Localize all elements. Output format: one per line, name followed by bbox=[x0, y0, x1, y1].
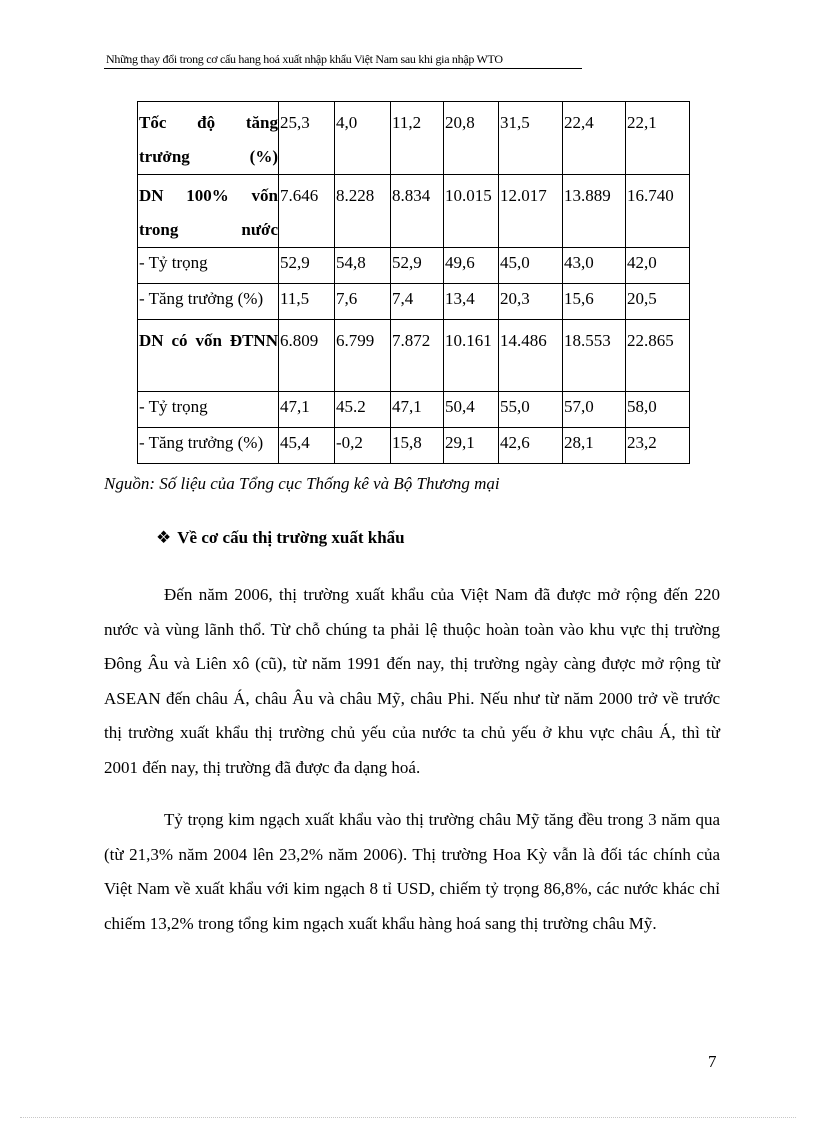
table-cell: 31,5 bbox=[499, 102, 563, 175]
table-cell: 20,3 bbox=[499, 284, 563, 320]
row-label-text: - Tỷ trọng bbox=[139, 397, 208, 416]
row-label-text: - Tỷ trọng bbox=[139, 253, 208, 272]
table-cell: 20,5 bbox=[626, 284, 690, 320]
table-cell: 7,6 bbox=[335, 284, 391, 320]
table-cell: 25,3 bbox=[279, 102, 335, 175]
table-cell: 6.799 bbox=[335, 320, 391, 392]
header-underline bbox=[104, 68, 582, 69]
row-label bbox=[138, 175, 279, 248]
table-cell: -0,2 bbox=[335, 428, 391, 464]
table-cell: 54,8 bbox=[335, 248, 391, 284]
paragraph-export-markets: Đến năm 2006, thị trường xuất khẩu của Việt Nam đã được mở rộng đến 220 nước và vùng lãnh thổ. Từ chỗ chúng ta phải lệ thuộc hoàn toàn vào khu vực thị trường Đông Âu và Liên xô (cũ), từ năm 1991 đến nay, thị trường ngày càng được mở rộng từ ASEAN đến châu Á, châu Âu và châu Mỹ, châu Phi. Nếu như từ năm 2000 trở về trước thị trường xuất khẩu thị trường chủ yếu của nước ta chủ yếu ở khu vực châu Á, thì từ 2001 đến nay, thị trường đã được đa dạng hoá. bbox=[104, 585, 720, 777]
paragraph-americas-share: Tỷ trọng kim ngạch xuất khẩu vào thị trường châu Mỹ tăng đều trong 3 năm qua (từ 21,3% năm 2004 lên 23,2% năm 2006). Thị trường Hoa Kỳ vẫn là đối tác chính của Việt Nam về xuất khẩu với kim ngạch 8 tỉ USD, chiếm tỷ trọng 86,8%, các nước khác chỉ chiếm 13,2% trong tổng kim ngạch xuất khẩu hàng hoá sang thị trường châu Mỹ. bbox=[104, 810, 720, 933]
table-row bbox=[138, 248, 690, 284]
table-cell: 22,4 bbox=[563, 102, 626, 175]
table-cell: 45,4 bbox=[279, 428, 335, 464]
table-cell: 42,0 bbox=[626, 248, 690, 284]
table-row bbox=[138, 175, 690, 248]
row-label-text: - Tăng trưởng (%) bbox=[139, 433, 264, 452]
table-cell: 43,0 bbox=[563, 248, 626, 284]
row-label-text: - Tăng trưởng (%) bbox=[139, 289, 264, 308]
table-cell: 6.809 bbox=[279, 320, 335, 392]
table-row bbox=[138, 284, 690, 320]
table-cell: 47,1 bbox=[279, 392, 335, 428]
table-cell: 4,0 bbox=[335, 102, 391, 175]
table-cell: 50,4 bbox=[444, 392, 499, 428]
table-row bbox=[138, 102, 690, 175]
table-cell: 29,1 bbox=[444, 428, 499, 464]
table-cell: 45.2 bbox=[335, 392, 391, 428]
table-cell: 7.646 bbox=[279, 175, 335, 248]
table-cell: 22,1 bbox=[626, 102, 690, 175]
table-cell: 28,1 bbox=[563, 428, 626, 464]
table-row bbox=[138, 392, 690, 428]
table-cell: 13,4 bbox=[444, 284, 499, 320]
table-cell: 20,8 bbox=[444, 102, 499, 175]
row-label bbox=[138, 428, 279, 464]
table-cell: 18.553 bbox=[563, 320, 626, 392]
table-cell: 8.834 bbox=[391, 175, 444, 248]
page-bottom-border bbox=[20, 1117, 796, 1118]
table-cell: 22.865 bbox=[626, 320, 690, 392]
table-cell: 45,0 bbox=[499, 248, 563, 284]
table-cell: 57,0 bbox=[563, 392, 626, 428]
row-label-text: DN 100% vốn trong nước bbox=[139, 186, 278, 239]
table-cell: 12.017 bbox=[499, 175, 563, 248]
row-label bbox=[138, 102, 279, 175]
table-cell: 52,9 bbox=[279, 248, 335, 284]
table-cell: 11,5 bbox=[279, 284, 335, 320]
row-label bbox=[138, 248, 279, 284]
row-label-text: DN có vốn ĐTNN bbox=[139, 331, 278, 350]
table-cell: 15,6 bbox=[563, 284, 626, 320]
diamond-bullet-icon: ❖ bbox=[156, 528, 172, 547]
section-heading bbox=[156, 528, 405, 548]
row-label-text: Tốc độ tăng trưởng (%) bbox=[139, 113, 278, 166]
table-cell: 16.740 bbox=[626, 175, 690, 248]
table-cell: 11,2 bbox=[391, 102, 444, 175]
page-number: 7 bbox=[708, 1052, 717, 1071]
table-cell: 10.161 bbox=[444, 320, 499, 392]
table-source-note: Nguồn: Số liệu của Tổng cục Thống kê và Bộ Thương mại bbox=[104, 474, 500, 493]
table-cell: 14.486 bbox=[499, 320, 563, 392]
table-cell: 42,6 bbox=[499, 428, 563, 464]
table-cell: 7,4 bbox=[391, 284, 444, 320]
table-cell: 58,0 bbox=[626, 392, 690, 428]
table-cell: 47,1 bbox=[391, 392, 444, 428]
table-cell: 55,0 bbox=[499, 392, 563, 428]
row-label bbox=[138, 392, 279, 428]
row-label bbox=[138, 284, 279, 320]
section-heading-text: Về cơ cấu thị trường xuất khẩu bbox=[177, 528, 405, 547]
statistics-table bbox=[137, 101, 690, 464]
table-cell: 10.015 bbox=[444, 175, 499, 248]
table-row bbox=[138, 320, 690, 392]
running-header: Những thay đổi trong cơ cấu hang hoá xuất nhập khẩu Việt Nam sau khi gia nhập WTO bbox=[106, 52, 503, 66]
table-cell: 52,9 bbox=[391, 248, 444, 284]
table-cell: 49,6 bbox=[444, 248, 499, 284]
table-cell: 15,8 bbox=[391, 428, 444, 464]
row-label bbox=[138, 320, 279, 392]
table-cell: 8.228 bbox=[335, 175, 391, 248]
table-cell: 13.889 bbox=[563, 175, 626, 248]
table-cell: 7.872 bbox=[391, 320, 444, 392]
table-cell: 23,2 bbox=[626, 428, 690, 464]
table-row bbox=[138, 428, 690, 464]
